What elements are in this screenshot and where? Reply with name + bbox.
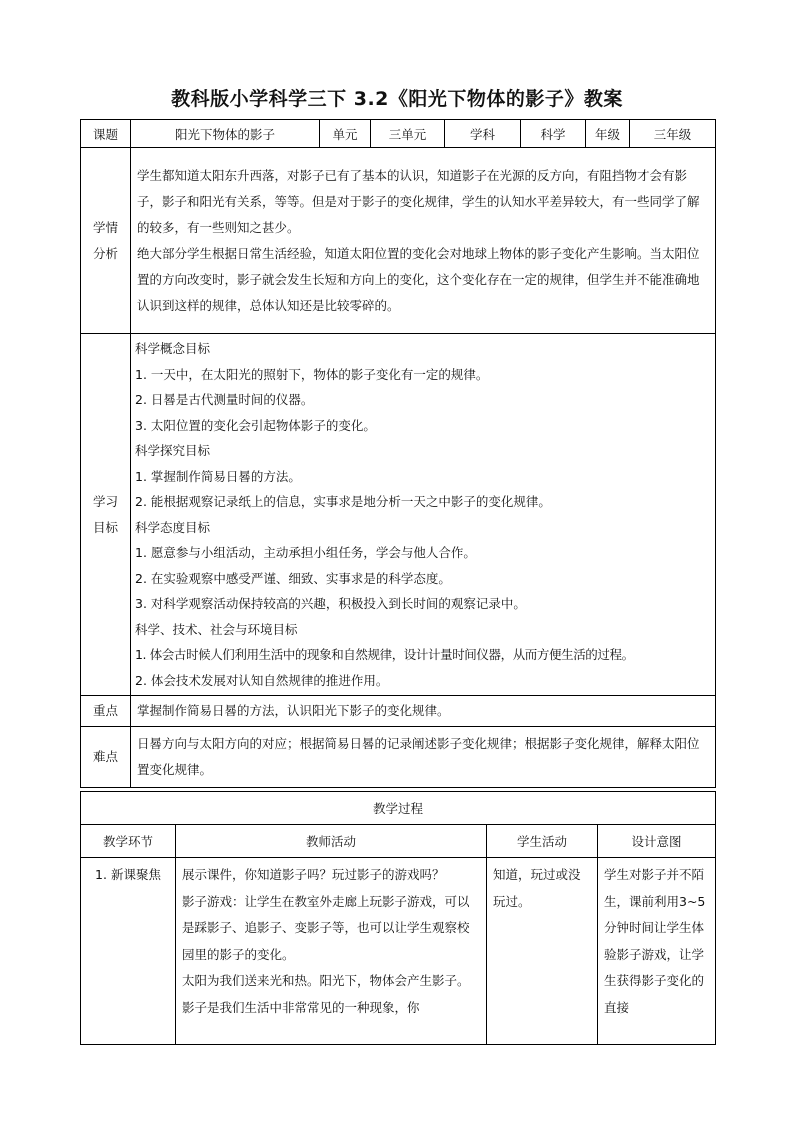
objective-line: 1. 一天中，在太阳光的照射下，物体的影子变化有一定的规律。 [135,366,489,382]
analysis-para-2: 绝大部分学生根据日常生活经验，知道太阳位置的变化会对地球上物体的影子变化产生影响。当太阳位置的方向改变时，影子就会发生长短和方向上的变化，这个变化存在一定的规律，但学生并不能准确地认识到这样的规律，总体认知还是比较零碎的。 [137,245,700,313]
col-intent-header: 设计意图 [598,825,716,858]
analysis-label [81,148,131,334]
col-stage-header: 教学环节 [81,825,176,858]
header-row [81,120,716,148]
key-point-label: 重点 [81,696,131,727]
stage-cell: 1. 新课聚焦 [81,858,176,1045]
objectives-content [131,334,716,696]
analysis-label-line1: 学情 [92,219,118,235]
objective-line: 科学探究目标 [135,443,211,458]
design-intent-cell: 学生对影子并不陌生，课前利用3~5 分钟时间让学生体验影子游戏，让学生获得影子变化的直接 [598,858,716,1045]
objective-line: 2. 在实验观察中感受严谨、细致、实事求是的科学态度。 [135,570,451,586]
subject-label: 学科 [445,120,521,148]
teacher-activity-cell [176,858,487,1045]
objective-line: 2. 日晷是古代测量时间的仪器。 [135,392,314,407]
key-point-row [81,696,716,727]
objective-line: 3. 太阳位置的变化会引起物体影子的变化。 [135,417,376,433]
difficulty-label: 难点 [81,727,131,788]
subject-value: 科学 [521,120,586,148]
col-teacher-header: 教师活动 [176,825,487,858]
analysis-para-1: 学生都知道太阳东升西落，对影子已有了基本的认识，知道影子在光源的反方向，有阻挡物才会有影子，影子和阳光有关系，等等。但是对于影子的变化规律，学生的认知水平差异较大，有一些同学了解的较多，有一些则知之甚少。 [137,167,700,235]
objective-line: 1. 掌握制作简易日晷的方法。 [135,468,301,484]
course-label: 课题 [81,120,131,148]
objective-line: 科学概念目标 [135,341,211,356]
col-student-header: 学生活动 [487,825,598,858]
objective-line: 1. 体会古时候人们利用生活中的现象和自然规律，设计计量时间仪器，从而方便生活的过程。 [135,647,634,662]
difficulty-text: 日晷方向与太阳方向的对应；根据简易日晷的记录阐述影子变化规律；根据影子变化规律，解释太阳位置变化规律。 [131,727,716,788]
student-activity-cell: 知道，玩过或没玩过。 [487,858,598,1045]
objective-line: 科学、技术、社会与环境目标 [135,621,298,637]
objective-line: 科学态度目标 [135,519,211,535]
unit-label: 单元 [320,120,371,148]
process-column-headers [81,825,716,858]
teacher-paragraph: 太阳为我们送来光和热。阳光下，物体会产生影子。影子是我们生活中非常常见的一种现象，你 [182,973,470,1015]
teacher-paragraph: 影子游戏：让学生在教室外走廊上玩影子游戏，可以是踩影子、追影子、变影子等，也可以让学生观察校园里的影子的变化。 [182,893,470,962]
analysis-row [81,148,716,334]
key-point-text: 掌握制作简易日晷的方法，认识阳光下影子的变化规律。 [131,696,716,727]
objectives-row [81,334,716,696]
objective-line: 1. 愿意参与小组活动，主动承担小组任务，学会与他人合作。 [135,545,476,560]
process-heading: 教学过程 [81,792,716,825]
unit-value: 三单元 [371,120,445,148]
grade-value: 三年级 [630,120,716,148]
lesson-info-table [80,119,716,788]
difficulty-row [81,727,716,788]
objectives-label-line2: 目标 [92,519,118,535]
teacher-paragraph: 展示课件，你知道影子吗？玩过影子的游戏吗？ [182,867,445,882]
process-row [81,858,716,1045]
course-value: 阳光下物体的影子 [131,120,320,148]
process-heading-row [81,792,716,825]
objective-line: 2. 体会技术发展对认知自然规律的推进作用。 [135,672,389,688]
grade-label: 年级 [586,120,630,148]
objectives-label [81,334,131,696]
objectives-label-line1: 学习 [92,493,118,509]
objective-line: 2. 能根据观察记录纸上的信息，实事求是地分析一天之中影子的变化规律。 [135,494,551,509]
page-title: 教科版小学科学三下 3.2《阳光下物体的影子》教案 [171,88,623,110]
analysis-content [131,148,716,334]
process-table [80,791,716,1045]
objective-line: 3. 对科学观察活动保持较高的兴趣，积极投入到长时间的观察记录中。 [135,596,526,611]
analysis-label-line2: 分析 [92,245,118,261]
